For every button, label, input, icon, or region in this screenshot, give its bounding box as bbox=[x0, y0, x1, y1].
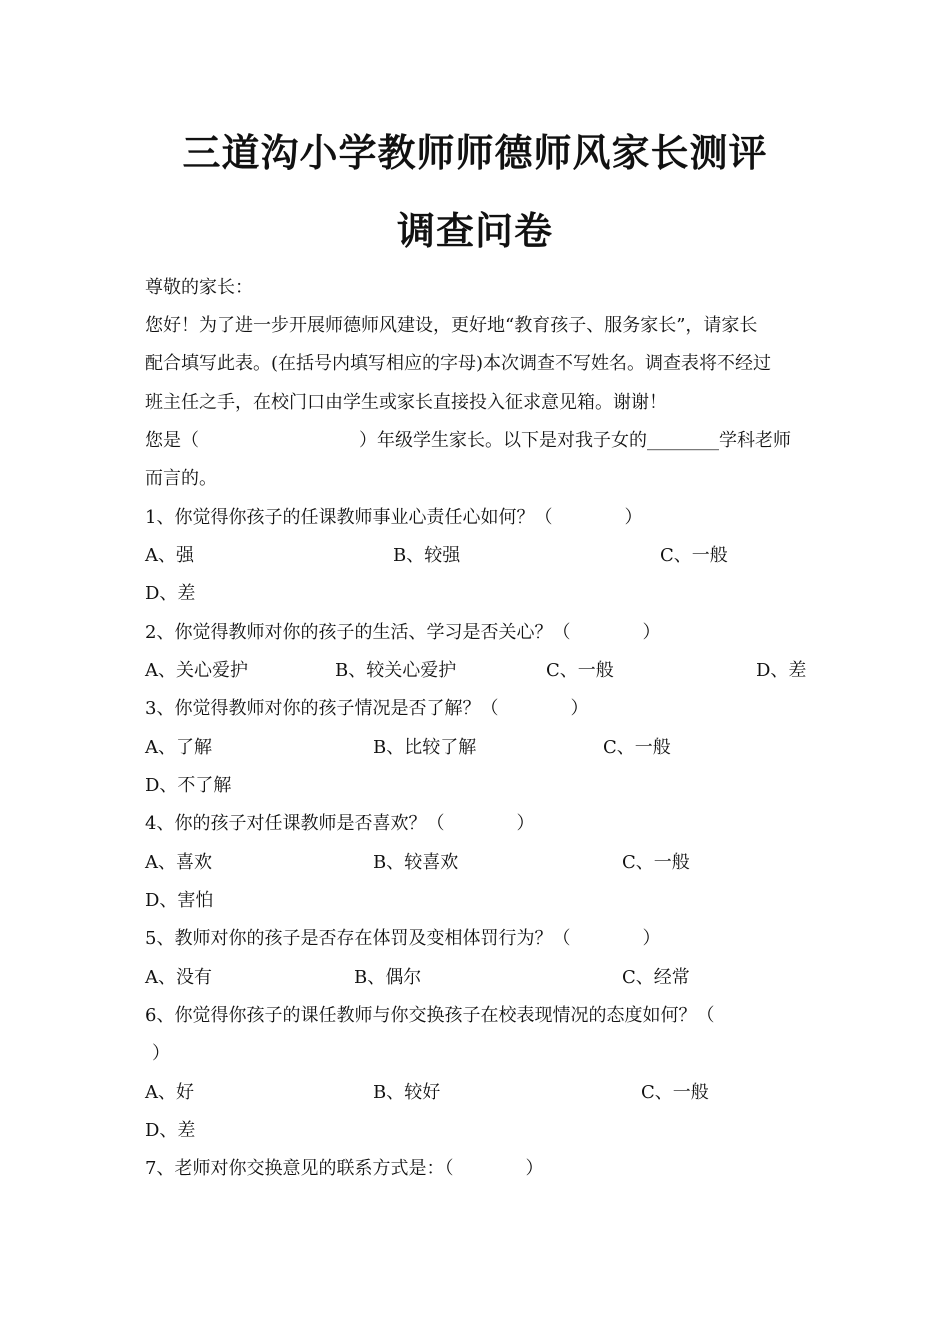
q6-option-a[interactable]: A、好 bbox=[145, 1082, 194, 1103]
q1-option-a[interactable]: A、强 bbox=[145, 545, 194, 566]
question-5: 5、教师对你的孩子是否存在体罚及变相体罚行为？（ ） bbox=[145, 928, 661, 949]
q5-option-b[interactable]: B、偶尔 bbox=[354, 967, 422, 988]
q1-option-c[interactable]: C、一般 bbox=[660, 545, 728, 566]
q5-option-a[interactable]: A、没有 bbox=[145, 967, 212, 988]
q6-option-b[interactable]: B、较好 bbox=[373, 1082, 441, 1103]
question-6: 6、你觉得你孩子的课任教师与你交换孩子在校表现情况的态度如何？（ bbox=[145, 1005, 715, 1026]
question-4: 4、你的孩子对任课教师是否喜欢？（ ） bbox=[145, 813, 535, 834]
q3-option-a[interactable]: A、了解 bbox=[145, 737, 212, 758]
grade-line-middle: ）年级学生家长。以下是对我子女的 bbox=[359, 430, 647, 451]
intro-line-3: 班主任之手，在校门口由学生或家长直接投入征求意见箱。谢谢！ bbox=[145, 392, 667, 413]
subject-blank[interactable]: ________ bbox=[647, 430, 719, 451]
grade-line-prefix: 您是（ bbox=[145, 430, 199, 451]
q3-option-c[interactable]: C、一般 bbox=[603, 737, 671, 758]
grade-line-2: 而言的。 bbox=[145, 468, 217, 489]
greeting: 尊敬的家长： bbox=[145, 277, 253, 298]
question-7: 7、老师对你交换意见的联系方式是：（ ） bbox=[145, 1158, 544, 1179]
document-title-line2: 调查问卷 bbox=[396, 208, 553, 253]
q4-option-c[interactable]: C、一般 bbox=[622, 852, 690, 873]
grade-line bbox=[145, 429, 791, 453]
intro-line-1: 您好！为了进一步开展师德师风建设，更好地“教育孩子、服务家长”，请家长 bbox=[145, 315, 758, 336]
q6-option-c[interactable]: C、一般 bbox=[641, 1082, 709, 1103]
intro-line-2: 配合填写此表。(在括号内填写相应的字母)本次调查不写姓名。调查表将不经过 bbox=[145, 353, 772, 374]
q4-option-a[interactable]: A、喜欢 bbox=[145, 852, 212, 873]
q4-option-b[interactable]: B、较喜欢 bbox=[373, 852, 459, 873]
q6-option-d[interactable]: D、差 bbox=[145, 1120, 196, 1141]
q1-option-d[interactable]: D、差 bbox=[145, 583, 196, 604]
q2-option-b[interactable]: B、较关心爱护 bbox=[335, 660, 457, 681]
question-1: 1、你觉得你孩子的任课教师事业心责任心如何？（ ） bbox=[145, 507, 643, 528]
q3-option-d[interactable]: D、不了解 bbox=[145, 775, 232, 796]
q4-option-d[interactable]: D、害怕 bbox=[145, 890, 214, 911]
question-6-cont: ） bbox=[152, 1043, 170, 1064]
q2-option-c[interactable]: C、一般 bbox=[546, 660, 614, 681]
question-2: 2、你觉得教师对你的孩子的生活、学习是否关心？（ ） bbox=[145, 622, 661, 643]
q1-option-b[interactable]: B、较强 bbox=[393, 545, 461, 566]
q2-option-a[interactable]: A、关心爱护 bbox=[145, 660, 248, 681]
q5-option-c[interactable]: C、经常 bbox=[622, 967, 690, 988]
q2-option-d[interactable]: D、差 bbox=[756, 660, 807, 681]
document-title-line1: 三道沟小学教师师德师风家长测评 bbox=[182, 130, 768, 175]
question-3: 3、你觉得教师对你的孩子情况是否了解？（ ） bbox=[145, 698, 589, 719]
grade-line-suffix: 学科老师 bbox=[719, 430, 791, 451]
q3-option-b[interactable]: B、比较了解 bbox=[373, 737, 477, 758]
